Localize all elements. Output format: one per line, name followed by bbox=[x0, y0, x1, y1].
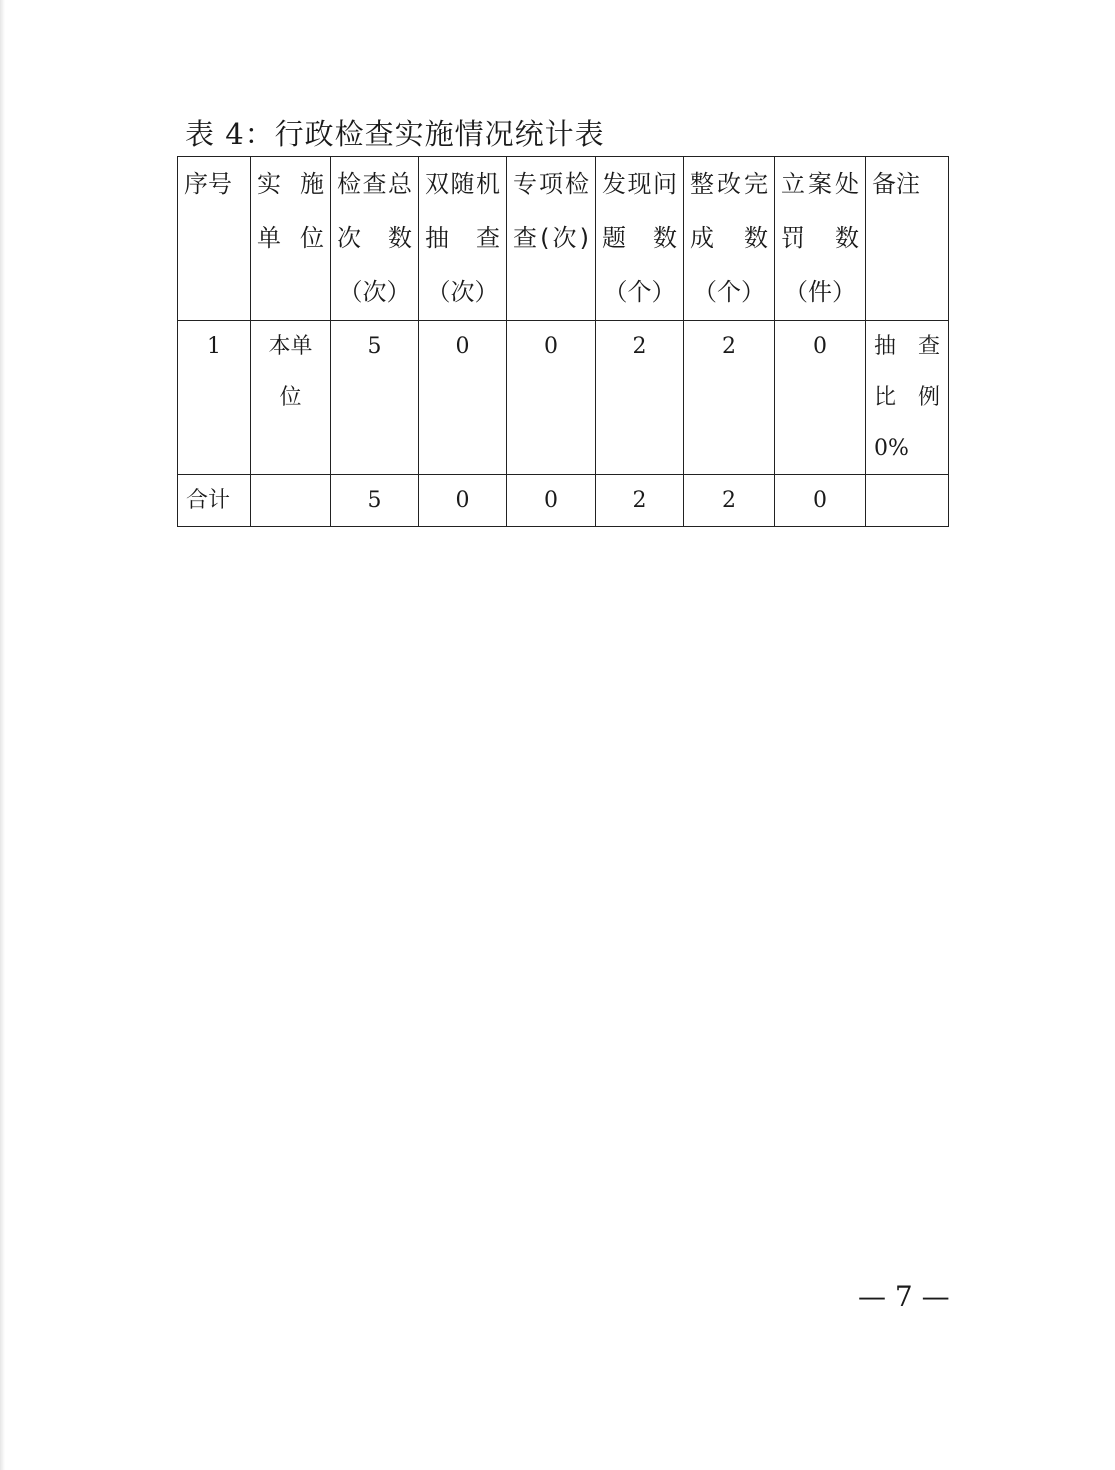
total-row bbox=[178, 475, 949, 527]
cell-note bbox=[866, 321, 949, 475]
header-line: 检查总 bbox=[337, 170, 412, 198]
header-problems-found bbox=[596, 157, 684, 321]
header-line: 实 施 bbox=[257, 170, 324, 198]
header-line: 罚 数 bbox=[781, 224, 859, 252]
table-caption: 表 4：行政检查实施情况统计表 bbox=[185, 117, 605, 151]
cell-line: 位 bbox=[279, 385, 302, 410]
cell-problems-found: 2 bbox=[596, 321, 684, 475]
page-number: — 7 — bbox=[858, 1280, 950, 1313]
total-problems-found: 2 bbox=[596, 475, 684, 527]
header-line: 成 数 bbox=[690, 224, 768, 252]
header-line: 发现问 bbox=[602, 170, 677, 198]
cell-rectified: 2 bbox=[684, 321, 775, 475]
header-line: 备注 bbox=[872, 170, 920, 198]
header-line: 次 数 bbox=[337, 224, 412, 252]
header-index bbox=[178, 157, 251, 321]
total-unit bbox=[251, 475, 331, 527]
header-penalty-cases bbox=[775, 157, 866, 321]
header-line: （次） bbox=[426, 278, 499, 306]
cell-line: 0% bbox=[874, 436, 909, 461]
cell-index: 1 bbox=[178, 321, 251, 475]
cell-total-checks: 5 bbox=[331, 321, 419, 475]
header-note bbox=[866, 157, 949, 321]
cell-line: 本单 bbox=[268, 334, 313, 359]
header-line: （个） bbox=[693, 278, 765, 306]
cell-line: 抽 查 bbox=[874, 334, 940, 359]
header-line: （个） bbox=[603, 278, 676, 306]
cell-unit bbox=[251, 321, 331, 475]
header-line: 题 数 bbox=[602, 224, 677, 252]
cell-special-checks: 0 bbox=[507, 321, 596, 475]
total-random-checks: 0 bbox=[419, 475, 507, 527]
total-penalty-cases: 0 bbox=[775, 475, 866, 527]
header-line: 双随机 bbox=[425, 170, 500, 198]
header-line: （次） bbox=[338, 278, 411, 306]
header-random-checks bbox=[419, 157, 507, 321]
total-note bbox=[866, 475, 949, 527]
header-line: （件） bbox=[784, 278, 856, 306]
header-line: 整改完 bbox=[690, 170, 768, 198]
header-line: 单 位 bbox=[257, 224, 324, 252]
cell-line: 比 例 bbox=[874, 385, 940, 410]
header-total-checks bbox=[331, 157, 419, 321]
table-row bbox=[178, 321, 949, 475]
page-edge bbox=[0, 0, 5, 1470]
header-line: 抽 查 bbox=[425, 224, 500, 252]
inspection-stats-table bbox=[177, 156, 949, 527]
total-special-checks: 0 bbox=[507, 475, 596, 527]
header-rectified bbox=[684, 157, 775, 321]
header-row bbox=[178, 157, 949, 321]
header-line: 专项检 bbox=[513, 170, 589, 198]
header-unit bbox=[251, 157, 331, 321]
header-line: 查(次) bbox=[513, 224, 589, 252]
total-rectified: 2 bbox=[684, 475, 775, 527]
cell-penalty-cases: 0 bbox=[775, 321, 866, 475]
cell-random-checks: 0 bbox=[419, 321, 507, 475]
header-special-checks bbox=[507, 157, 596, 321]
header-line: 序号 bbox=[184, 170, 232, 198]
total-total-checks: 5 bbox=[331, 475, 419, 527]
total-label: 合计 bbox=[178, 475, 251, 527]
header-line: 立案处 bbox=[781, 170, 859, 198]
